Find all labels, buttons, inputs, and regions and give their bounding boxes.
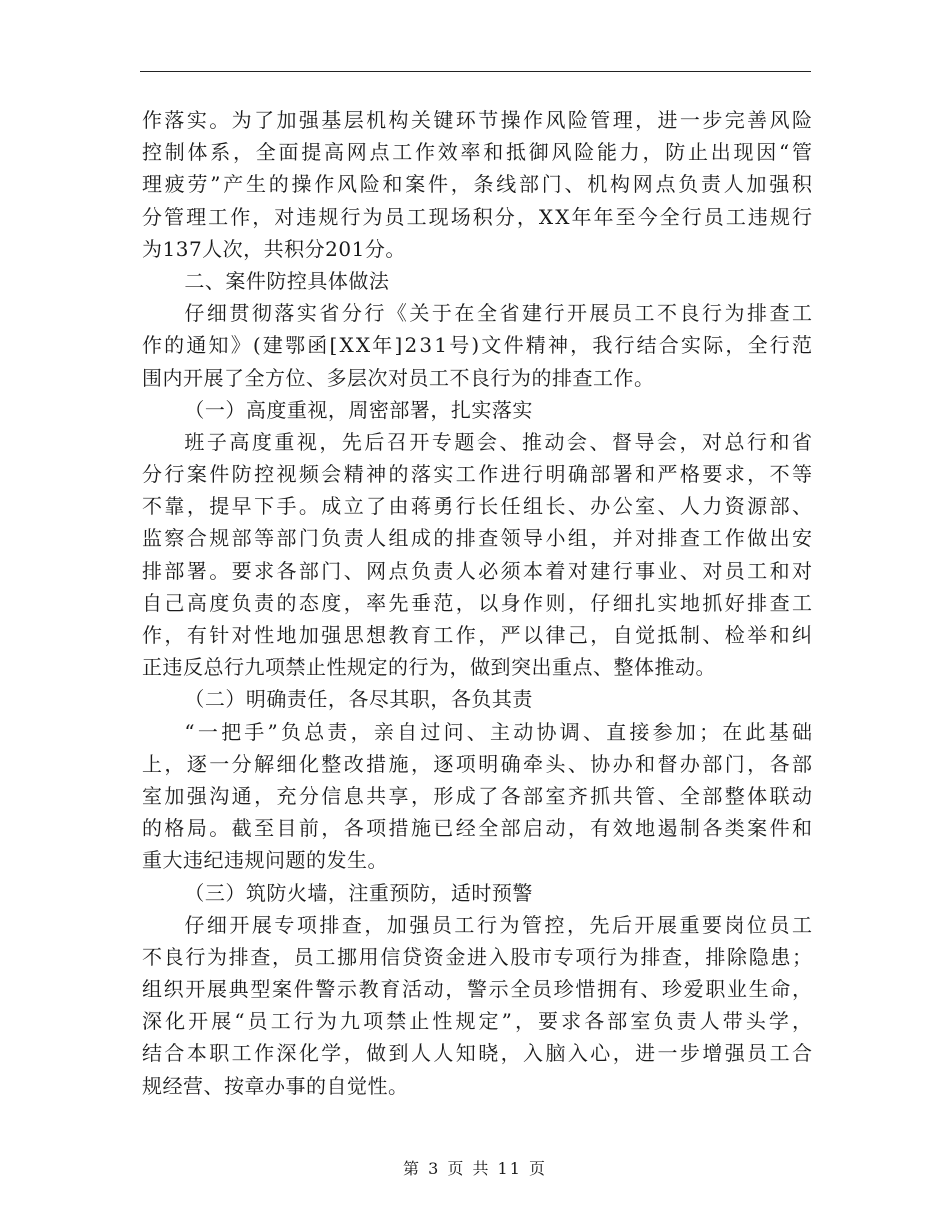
text-line: 仔细贯彻落实省分行《关于在全省建行开展员工不良行为排查工 [184, 301, 815, 326]
text-line: 排部署。要求各部门、网点负责人必须本着对建行事业、对员工和对 [142, 558, 815, 583]
text-line: （三）筑防火墙，注重预防，适时预警 [184, 880, 533, 905]
text-line: 为137人次，共积分201分。 [142, 236, 406, 261]
text-line: 规经营、按章办事的自觉性。 [142, 1073, 409, 1098]
text-line: 班子高度重视，先后召开专题会、推动会、督导会，对总行和省 [184, 429, 815, 454]
text-line: 仔细开展专项排查，加强员工行为管控，先后开展重要岗位员工 [184, 912, 815, 937]
text-line: 组织开展典型案件警示教育活动，警示全员珍惜拥有、珍爱职业生命， [142, 977, 814, 1002]
text-line: 控制体系，全面提高网点工作效率和抵御风险能力，防止出现因“管 [142, 140, 815, 165]
text-line: 作落实。为了加强基层机构关键环节操作风险管理，进一步完善风险 [142, 108, 815, 132]
text-line: 的格局。截至目前，各项措施已经全部启动，有效地遏制各类案件和 [142, 816, 815, 841]
text-line: 不靠，提早下手。成立了由蒋勇行长任组长、办公室、人力资源部、 [142, 494, 815, 519]
header-rule [140, 71, 811, 72]
text-line: 分管理工作，对违规行为员工现场积分，XX年年至今全行员工违规行 [142, 204, 815, 229]
document-body [142, 104, 816, 1102]
text-line: 室加强沟通，充分信息共享，形成了各部室齐抓共管、全部整体联动 [142, 783, 815, 808]
text-line: 作的通知》(建鄂函[XX年]231号)文件精神，我行结合实际，全行范 [142, 333, 815, 358]
text-line: 重大违纪违规问题的发生。 [142, 848, 388, 873]
text-line: 上，逐一分解细化整改措施，逐项明确牵头、协办和督办部门，各部 [142, 751, 815, 776]
page-footer: 第 3 页 共 11 页 [403, 1159, 547, 1178]
text-line: 分行案件防控视频会精神的落实工作进行明确部署和严格要求，不等 [142, 462, 815, 487]
text-line: “一把手”负总责，亲自过问、主动协调、直接参加；在此基础 [184, 719, 816, 744]
text-line: 结合本职工作深化学，做到人人知晓，入脑入心，进一步增强员工合 [142, 1041, 815, 1066]
text-line: 深化开展“员工行为九项禁止性规定”，要求各部室负责人带头学， [142, 1009, 816, 1034]
text-line: 二、案件防控具体做法 [184, 268, 390, 293]
text-line: 围内开展了全方位、多层次对员工不良行为的排查工作。 [142, 365, 655, 390]
text-line: 不良行为排查，员工挪用信贷资金进入股市专项行为排查，排除隐患； [142, 944, 814, 969]
text-line: 监察合规部等部门负责人组成的排查领导小组，并对排查工作做出安 [142, 526, 815, 551]
text-line: 理疲劳”产生的操作风险和案件，条线部门、机构网点负责人加强积 [142, 172, 815, 197]
text-line: 自己高度负责的态度，率先垂范，以身作则，仔细扎实地抓好排查工 [142, 590, 815, 615]
text-line: 正违反总行九项禁止性规定的行为，做到突出重点、整体推动。 [142, 655, 716, 680]
text-line: 作，有针对性地加强思想教育工作，严以律己，自觉抵制、检举和纠 [142, 623, 815, 647]
text-line: （二）明确责任，各尽其职，各负其责 [184, 687, 533, 712]
text-line: （一）高度重视，周密部署，扎实落实 [184, 397, 533, 422]
